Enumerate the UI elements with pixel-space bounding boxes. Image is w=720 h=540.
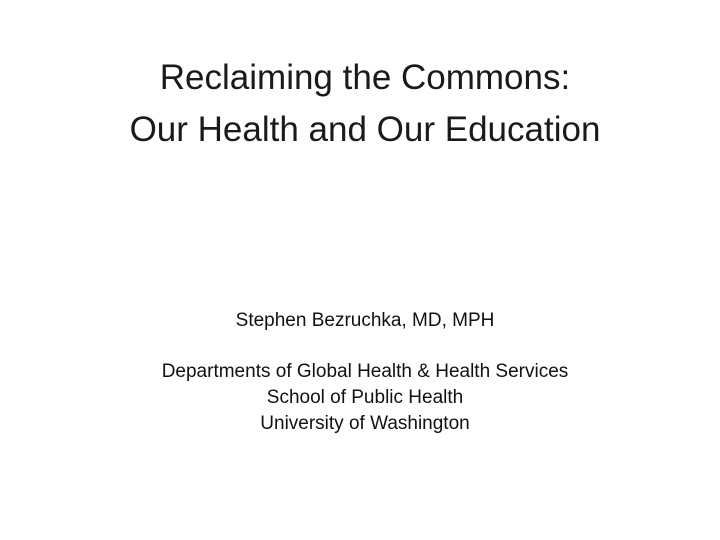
title-line-2: Our Health and Our Education: [129, 110, 601, 149]
title-line-1: Reclaiming the Commons:: [159, 58, 571, 97]
affiliation-department: Departments of Global Health & Health Services: [161, 361, 569, 382]
affiliation-block: [0, 359, 720, 437]
author-name: Stephen Bezruchka, MD, MPH: [235, 310, 495, 331]
slide-title: [40, 52, 690, 156]
affiliation-school: School of Public Health: [266, 387, 464, 408]
affiliation-university: University of Washington: [260, 413, 470, 434]
